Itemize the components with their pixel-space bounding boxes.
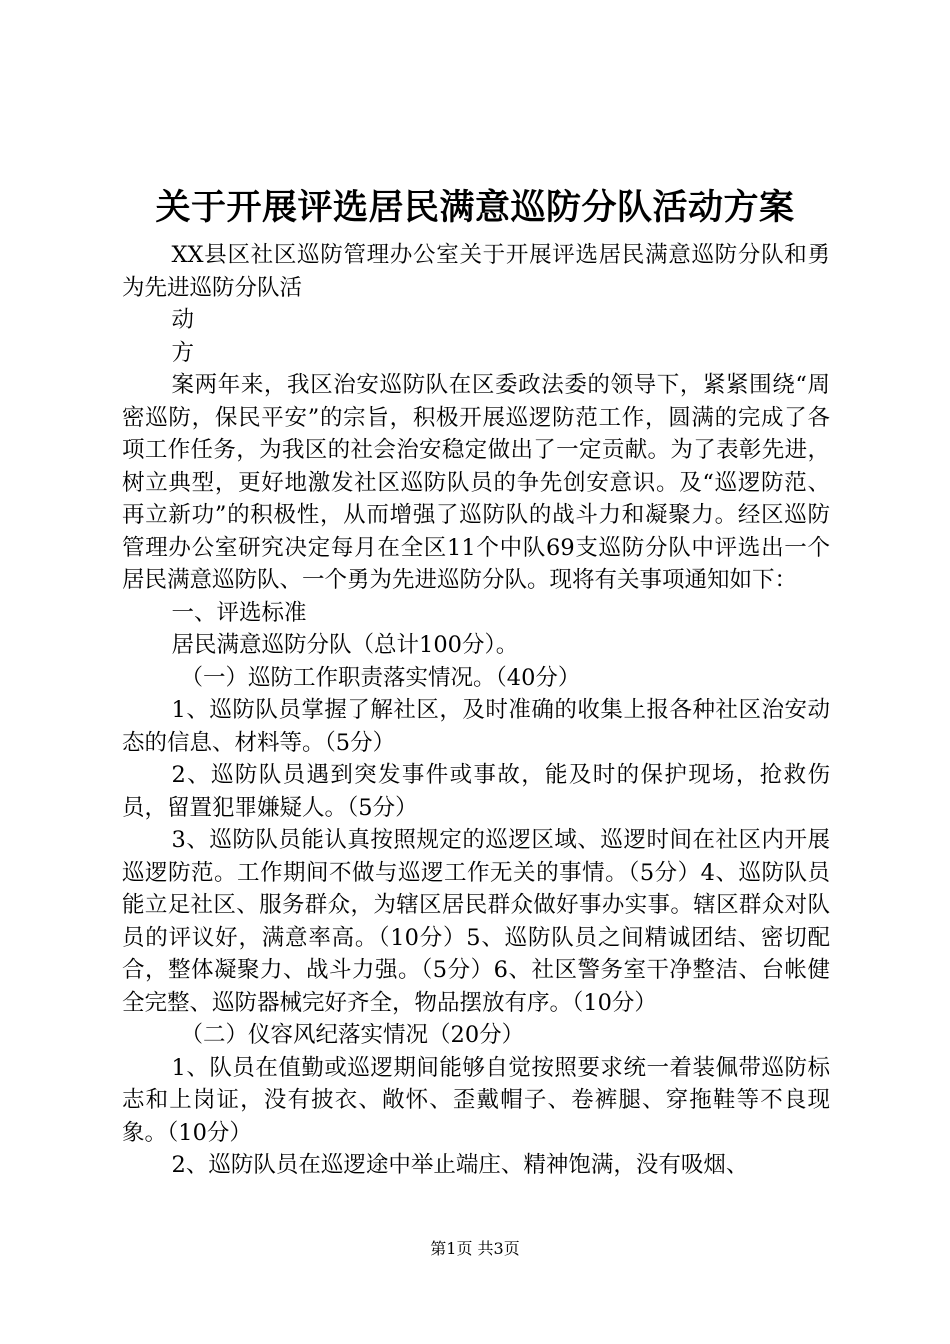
paragraph-intro: XX县区社区巡防管理办公室关于开展评选居民满意巡防分队和勇为先进巡防分队活 xyxy=(122,242,830,301)
subsection-heading-appearance: （二）仪容风纪落实情况（20分） xyxy=(180,1022,525,1048)
subsection-heading-duties: （一）巡防工作职责落实情况。（40分） xyxy=(180,664,581,691)
list-item-appearance-2: 2、巡防队员在巡逻途中举止端庄、精神饱满，没有吸烟、 xyxy=(171,1152,749,1178)
section-heading-criteria: 一、评选标准 xyxy=(171,599,307,626)
paragraph-total-score: 居民满意巡防分队（总计100分）。 xyxy=(171,632,519,658)
list-item-appearance-1: 1、队员在值勤或巡逻期间能够自觉按照要求统一着装佩带巡防标志和上岗证，没有披衣、敞怀、歪戴帽子、卷裤腿、穿拖鞋等不良现象。（10分） xyxy=(122,1054,830,1146)
list-item-duty-3-6: 3、巡防队员能认真按照规定的巡逻区域、巡逻时间在社区内开展巡逻防范。工作期间不做与巡逻工作无关的事情。（5分）4、巡防队员能立足社区、服务群众，为辖区居民群众做好事办实事。辖区群众对队员的评议好，满意率高。（10分）5、巡防队员之间精诚团结、密切配合，整体凝聚力、战斗力强。（5分）6、社区警务室干净整洁、台帐健全完整、巡防器械完好齐全，物品摆放有序。（10分） xyxy=(122,827,830,1016)
document-body xyxy=(122,239,830,1182)
list-item-duty-2: 2、巡防队员遇到突发事件或事故，能及时的保护现场，抢救伤员，留置犯罪嫌疑人。（5分） xyxy=(122,762,830,821)
paragraph-fragment-dong: 动 xyxy=(171,307,195,333)
list-item-duty-1: 1、巡防队员掌握了解社区，及时准确的收集上报各种社区治安动态的信息、材料等。（5分） xyxy=(122,697,830,756)
document-title: 关于开展评选居民满意巡防分队活动方案 xyxy=(155,188,795,228)
page-footer: 第1页 共3页 xyxy=(430,1239,520,1258)
paragraph-background: 案两年来，我区治安巡防队在区委政法委的领导下，紧紧围绕“周密巡防，保民平安”的宗旨，积极开展巡逻防范工作，圆满的完成了各项工作任务，为我区的社会治安稳定做出了一定贡献。为了表彰先进，树立典型，更好地激发社区巡防队员的争先创安意识。及“巡逻防范、再立新功”的积极性，从而增强了巡防队的战斗力和凝聚力。经区巡防管理办公室研究决定每月在全区11个中队69支巡防分队中评选出一个居民满意巡防队、一个勇为先进巡防分队。现将有关事项通知如下： xyxy=(122,372,830,593)
paragraph-fragment-fang: 方 xyxy=(171,339,195,366)
